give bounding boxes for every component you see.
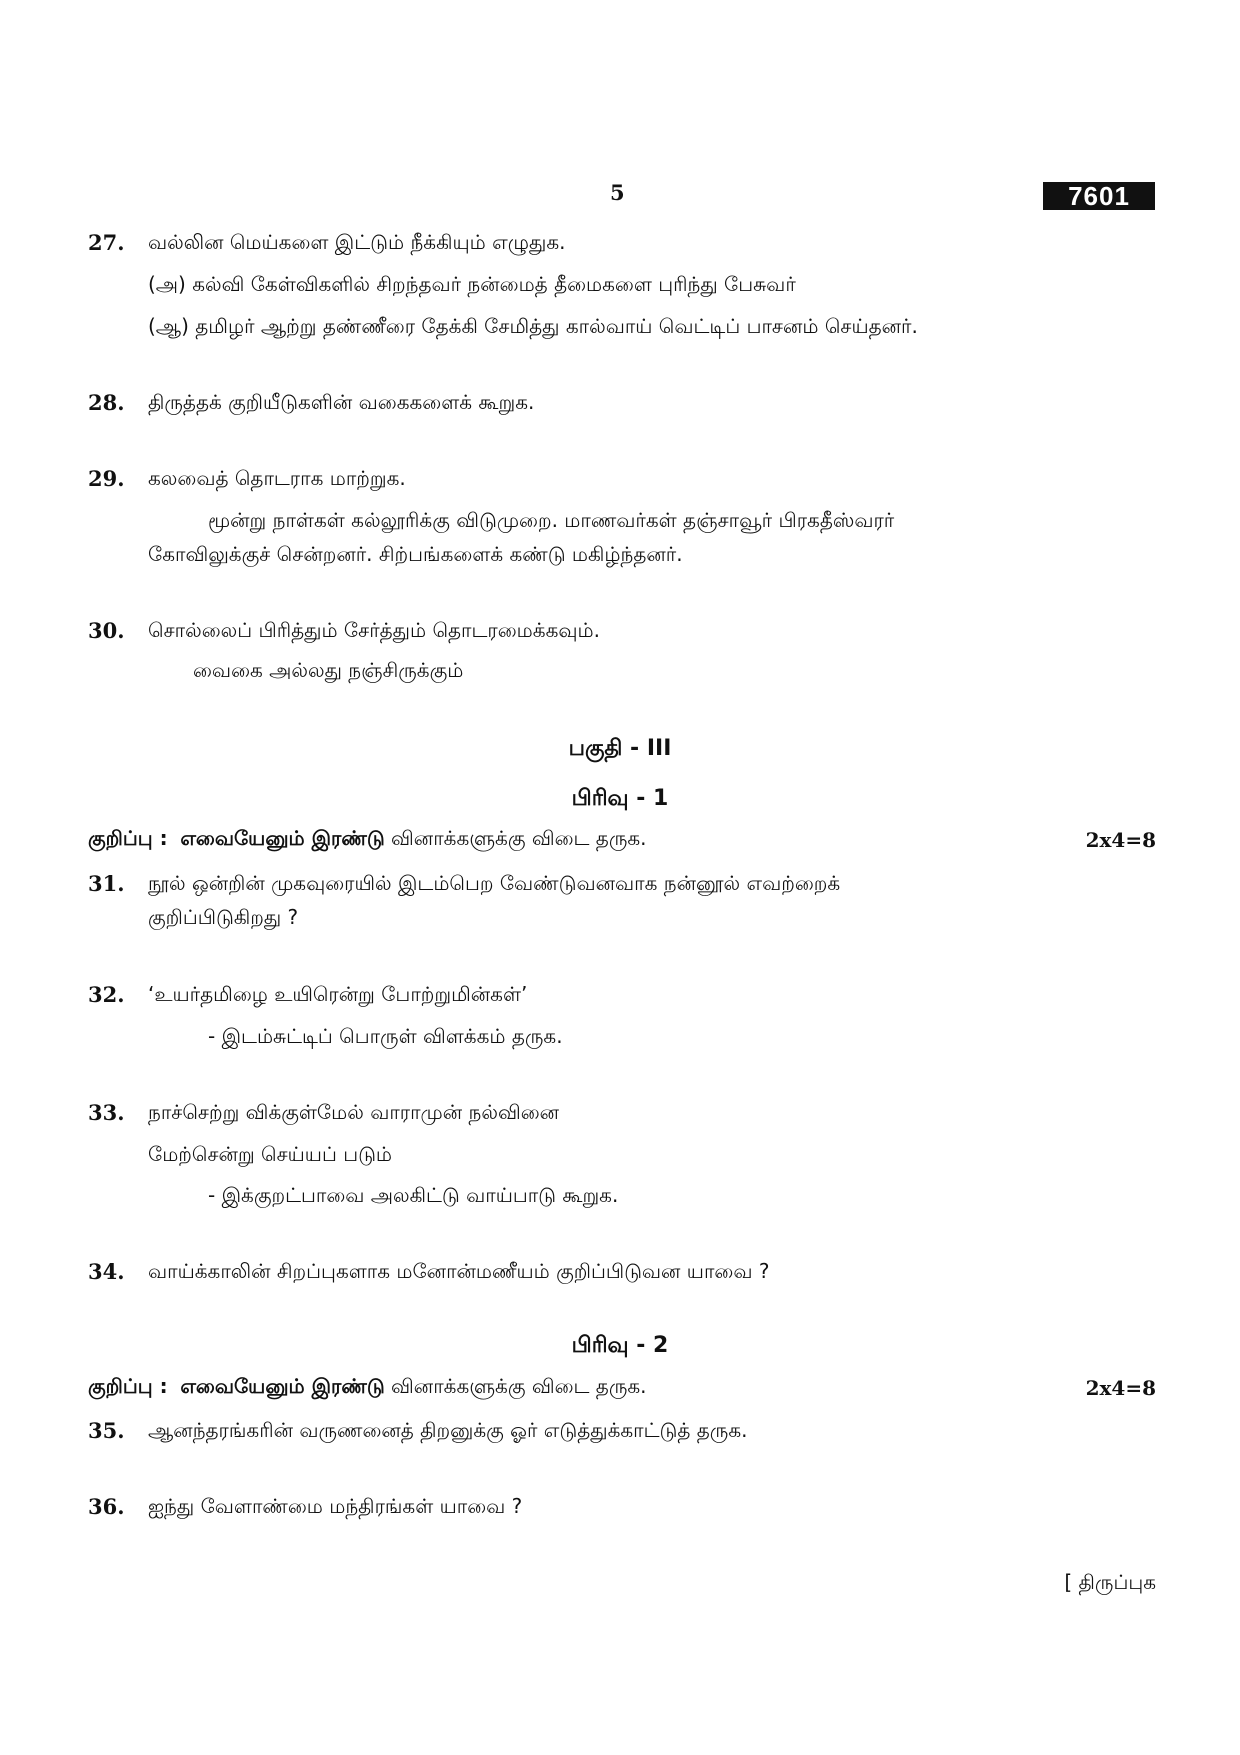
note-text: வினாக்களுக்கு விடை தருக. — [391, 826, 647, 850]
question-text: ஐந்து வேளாண்மை மந்திரங்கள் யாவை ? — [148, 1494, 523, 1518]
question-number: 35. — [88, 1418, 125, 1443]
question-text: வல்லின மெய்களை இட்டும் நீக்கியும் எழுதுக. — [148, 230, 566, 254]
question-text-continued: மேற்சென்று செய்யப் படும் — [148, 1142, 393, 1166]
note-text: வினாக்களுக்கு விடை தருக. — [391, 1374, 647, 1398]
paper-code-badge: 7601 — [1043, 182, 1155, 210]
note-label: குறிப்பு : — [88, 826, 168, 850]
section-note — [88, 1374, 647, 1401]
question-number: 36. — [88, 1494, 125, 1519]
question-text: ‘உயர்தமிழை உயிரென்று போற்றுமின்கள்’ — [148, 982, 528, 1006]
section-marks: 2x4=8 — [1085, 828, 1156, 852]
section-marks: 2x4=8 — [1085, 1376, 1156, 1400]
question-number: 29. — [88, 466, 125, 491]
question-number: 34. — [88, 1259, 125, 1284]
question-subitem: (ஆ) தமிழர் ஆற்று தண்ணீரை தேக்கி சேமித்து கால்வாய் வெட்டிப் பாசனம் செய்தனர். — [148, 314, 918, 338]
question-text: திருத்தக் குறியீடுகளின் வகைகளைக் கூறுக. — [148, 390, 535, 414]
section-note — [88, 826, 647, 853]
question-passage-line: மூன்று நாள்கள் கல்லூரிக்கு விடுமுறை. மாணவர்கள் தஞ்சாவூர் பிரகதீஸ்வரர் — [208, 508, 895, 532]
question-text: நாச்செற்று விக்குள்மேல் வாராமுன் நல்வினை — [148, 1100, 560, 1124]
note-label: குறிப்பு : — [88, 1374, 168, 1398]
question-instruction: - இடம்சுட்டிப் பொருள் விளக்கம் தருக. — [208, 1024, 563, 1048]
question-passage-line: வைகை அல்லது நஞ்சிருக்கும் — [193, 658, 464, 682]
question-passage-line: கோவிலுக்குச் சென்றனர். சிற்பங்களைக் கண்டு மகிழ்ந்தனர். — [148, 542, 683, 566]
question-text: கலவைத் தொடராக மாற்றுக. — [148, 466, 406, 490]
part-title: பகுதி - III — [568, 736, 672, 761]
question-text: வாய்க்காலின் சிறப்புகளாக மனோன்மணீயம் குறிப்பிடுவன யாவை ? — [148, 1259, 770, 1283]
question-text: ஆனந்தரங்கரின் வருணனைத் திறனுக்கு ஓர் எடுத்துக்காட்டுத் தருக. — [148, 1418, 748, 1442]
section-title: பிரிவு - 1 — [571, 786, 669, 811]
turn-over-label: [ திருப்புக — [1064, 1570, 1156, 1594]
question-number: 33. — [88, 1100, 125, 1125]
question-text-continued: குறிப்பிடுகிறது ? — [148, 905, 299, 929]
note-emphasis: எவையேனும் இரண்டு — [180, 826, 385, 850]
question-number: 27. — [88, 230, 125, 255]
section-title: பிரிவு - 2 — [571, 1333, 669, 1358]
question-instruction: - இக்குறட்பாவை அலகிட்டு வாய்பாடு கூறுக. — [208, 1183, 619, 1207]
question-number: 30. — [88, 618, 125, 643]
question-number: 28. — [88, 390, 125, 415]
question-text: நூல் ஒன்றின் முகவுரையில் இடம்பெற வேண்டுவனவாக நன்னூல் எவற்றைக் — [148, 871, 841, 895]
page-number: 5 — [610, 180, 625, 205]
question-number: 31. — [88, 871, 125, 896]
note-emphasis: எவையேனும் இரண்டு — [180, 1374, 385, 1398]
question-text: சொல்லைப் பிரித்தும் சேர்த்தும் தொடரமைக்கவும். — [148, 618, 600, 642]
question-number: 32. — [88, 982, 125, 1007]
question-subitem: (அ) கல்வி கேள்விகளில் சிறந்தவர் நன்மைத் தீமைகளை புரிந்து பேசுவர் — [148, 272, 796, 296]
